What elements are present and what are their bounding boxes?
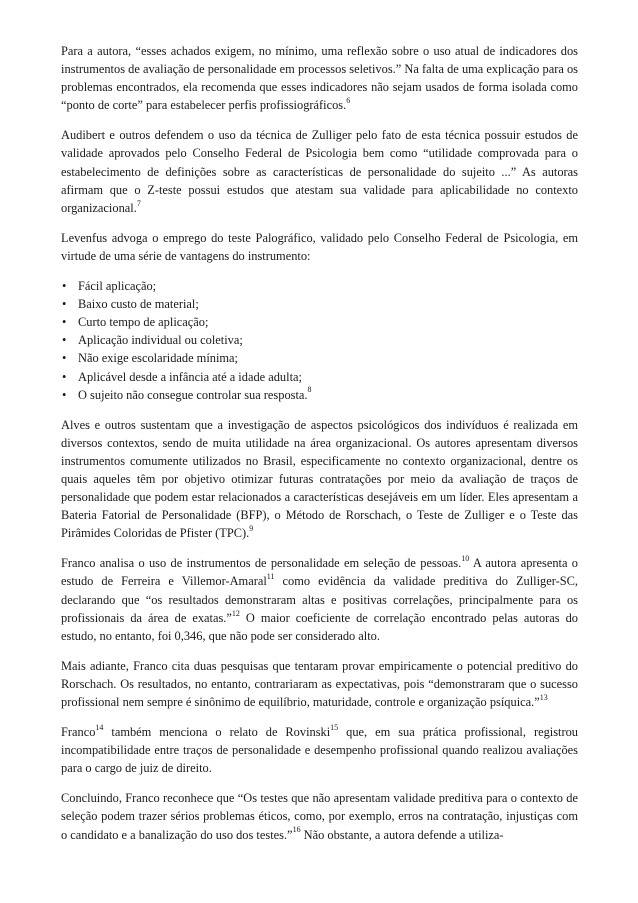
- document-page: [61, 42, 578, 856]
- list-item: [61, 277, 578, 295]
- paragraph-text: como evidência da validade preditiva do Zulliger-SC, declarando que “os resultados demonstraram altas e positivas correlações, principalmente para os profissionais da área de exatas.”: [61, 574, 578, 625]
- list-item: [61, 368, 578, 386]
- paragraph-text: Franco analisa o uso de instrumentos de personalidade em seleção de pessoas.: [61, 556, 462, 571]
- list-item-text: O sujeito não consegue controlar sua resposta.: [78, 387, 308, 402]
- list-item: [61, 386, 578, 404]
- paragraph-text: também menciona o relato de Rovinski: [103, 725, 331, 740]
- paragraph-text: Alves e outros sustentam que a investigação de aspectos psicológicos dos indivíduos é realizada em diversos contextos, sendo de muita utilidade na área organizacional. Os autores apresentam diversos instrumentos comumente utilizados no Brasil, especificamente no contexto organizacional, dentre os quais aqueles têm por objetivo otimizar futuras contratações por meio da avaliação de traços de personalidade que podem estar relacionados a características desejáveis em um líder. Eles apresentam a Bateria Fatorial de Personalidade (BFP), o Método de Rorschach, o Teste de Zulliger e o Teste das Pirâmides Coloridas de Pfister (TPC).: [61, 417, 578, 541]
- paragraph-text: Concluindo, Franco reconhece que “Os testes que não apresentam validade preditiva para o contexto de seleção podem trazer sérios problemas éticos, como, por exemplo, erros na contratação, injustiças com o candidato e a banalização do uso dos testes.”: [61, 791, 578, 842]
- bullet-icon: •: [62, 351, 67, 366]
- footnote-ref[interactable]: 16: [292, 825, 301, 835]
- list-item-text: Não exige escolaridade mínima;: [78, 351, 238, 366]
- advantages-list: [61, 277, 578, 404]
- footnote-ref[interactable]: 10: [461, 554, 470, 564]
- bullet-icon: •: [62, 297, 67, 312]
- list-item: [61, 313, 578, 331]
- footnote-ref[interactable]: 15: [330, 722, 339, 732]
- list-item-text: Fácil aplicação;: [78, 279, 157, 294]
- bullet-icon: •: [62, 315, 67, 330]
- list-item-text: Baixo custo de material;: [78, 297, 199, 312]
- paragraph-text: Mais adiante, Franco cita duas pesquisas que tentaram provar empiricamente o potencial preditivo do Rorschach. Os resultados, no entanto, contrariaram as expectativas, pois “demonstraram que o sucesso profissional nem sempre é sinônimo de equilíbrio, maturidade, controle e organização psíquica.”: [61, 658, 578, 709]
- bullet-icon: •: [62, 333, 67, 348]
- paragraph-alves: [61, 416, 578, 543]
- list-item-text: Aplicável desde a infância até a idade adulta;: [78, 369, 302, 384]
- footnote-ref[interactable]: 6: [346, 96, 351, 106]
- bullet-icon: •: [62, 369, 67, 384]
- bullet-icon: •: [62, 387, 67, 402]
- list-item-text: Curto tempo de aplicação;: [78, 315, 209, 330]
- footnote-ref[interactable]: 11: [266, 572, 275, 582]
- bullet-icon: •: [62, 279, 67, 294]
- paragraph-franco-analisa: [61, 554, 578, 644]
- footnote-ref[interactable]: 12: [231, 608, 240, 618]
- paragraph-text: Levenfus advoga o emprego do teste Palográfico, validado pelo Conselho Federal de Psicologia, em virtude de uma série de vantagens do instrumento:: [61, 230, 578, 263]
- footnote-ref[interactable]: 8: [307, 385, 312, 395]
- footnote-ref[interactable]: 13: [539, 692, 548, 702]
- list-item-text: Aplicação individual ou coletiva;: [78, 333, 243, 348]
- paragraph-autora-reflexao: [61, 42, 578, 114]
- footnote-ref[interactable]: 7: [136, 198, 141, 208]
- footnote-ref[interactable]: 14: [95, 722, 104, 732]
- paragraph-text: Para a autora, “esses achados exigem, no mínimo, uma reflexão sobre o uso atual de indicadores dos instrumentos de avaliação de personalidade em processos seletivos.” Na falta de uma explicação para os problemas encontrados, ela recomenda que esses indicadores não sejam usados de forma isolada como “ponto de corte” para estabelecer perfis profissiográficos.: [61, 44, 578, 113]
- footnote-ref[interactable]: 9: [249, 524, 254, 534]
- paragraph-levenfus: [61, 229, 578, 265]
- list-item: [61, 349, 578, 367]
- paragraph-text: A autora apresenta o estudo de Ferreira e Villemor-Amaral: [61, 556, 578, 589]
- paragraph-text: Franco: [61, 725, 96, 740]
- list-item: [61, 331, 578, 349]
- list-item: [61, 295, 578, 313]
- paragraph-text: que, em sua prática profissional, registrou incompatibilidade entre traços de personalidade e desempenho profissional quando realizou avaliações para o cargo de juiz de direito.: [61, 725, 578, 776]
- remaining-paragraphs: [61, 416, 578, 844]
- paragraph-mais-adiante: [61, 657, 578, 711]
- paragraph-franco-rovinski: [61, 723, 578, 777]
- paragraph-text: Não obstante, a autora defende a utiliza-: [300, 827, 504, 842]
- paragraph-audibert: [61, 126, 578, 216]
- paragraph-text: Audibert e outros defendem o uso da técnica de Zulliger pelo fato de esta técnica possuir estudos de validade aprovados pelo Conselho Federal de Psicologia bem como “utilidade comprovada para o estabelecimento de definições sobre as características de personalidade do sujeito ...” As autoras afirmam que o Z-teste possui estudos que atestam sua validade para aplicabilidade no contexto organizacional.: [61, 128, 578, 215]
- paragraph-concluindo: [61, 789, 578, 843]
- paragraph-text: O maior coeficiente de correlação encontrado pelas autoras do estudo, no entanto, foi 0,346, que não pode ser considerado alto.: [61, 610, 578, 643]
